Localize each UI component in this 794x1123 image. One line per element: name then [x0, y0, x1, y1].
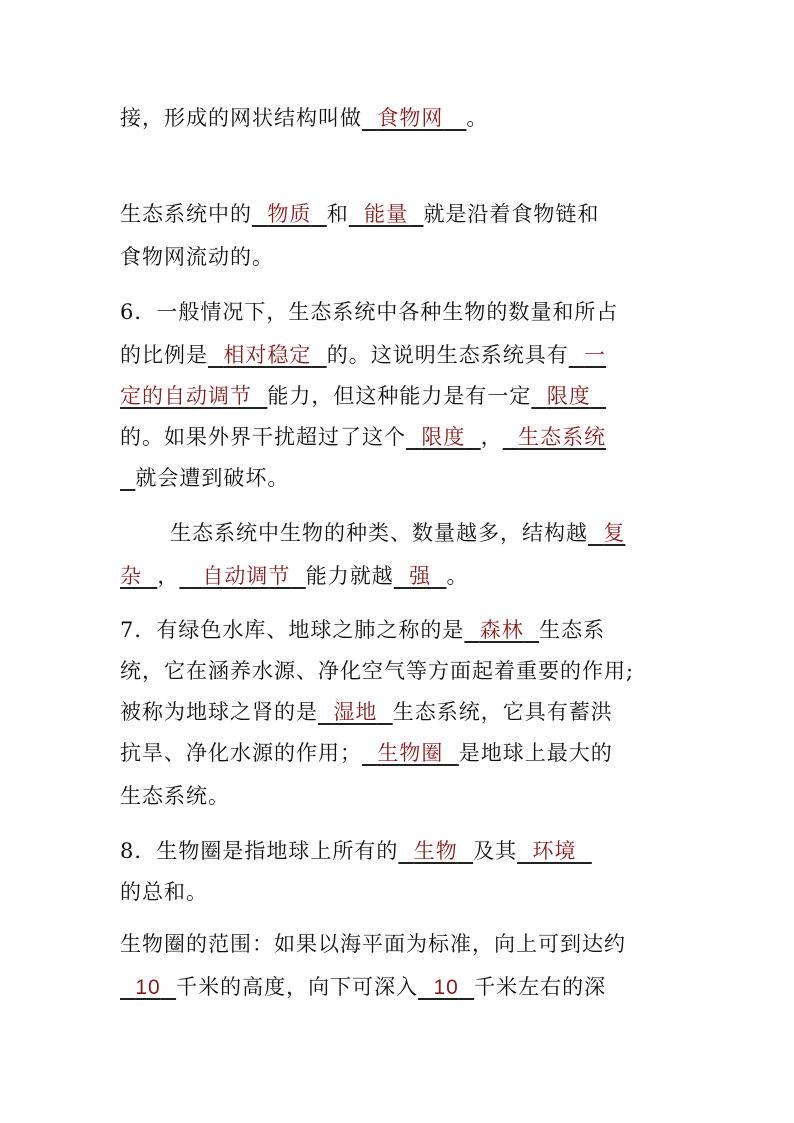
q7-line-4 [120, 738, 613, 768]
text: 接，形成的网状结构叫做 [120, 106, 362, 130]
q7-line-5 [120, 781, 230, 811]
answer-down-km: 10 [433, 976, 459, 999]
q7-line-1 [120, 615, 605, 645]
range-line-1 [120, 929, 626, 959]
text: 6．一般情况下，生态系统中各种生物的数量和所占 [120, 300, 619, 324]
text: 生态系统，它具有蓄洪 [392, 700, 613, 724]
q6-para2-line-2 [120, 561, 468, 591]
text: 千米的高度，向下可深入 [176, 975, 419, 999]
q6-line-1 [120, 297, 618, 327]
text: 抗旱、净化水源的作用； [120, 741, 362, 765]
text: 。 [446, 564, 469, 588]
answer-limit-1: 限度 [546, 384, 591, 408]
text: 及其 [473, 839, 518, 863]
text: 8．生物圈是指地球上所有的 [120, 839, 399, 863]
q8-line-1 [120, 836, 592, 866]
text: 和 [326, 202, 349, 226]
flow-line-1 [120, 199, 599, 229]
text: 的总和。 [120, 880, 208, 904]
text: 统，它在涵养水源、净化空气等方面起着重要的作用; [120, 659, 635, 683]
text: 就是沿着食物链和 [423, 202, 600, 226]
answer-forest: 森林 [479, 618, 524, 642]
text: 生态系统。 [120, 784, 230, 808]
flow-line-2 [120, 242, 274, 272]
q6-line-3 [120, 381, 606, 411]
q6-para2-line-1 [170, 518, 625, 548]
answer-wetland: 湿地 [333, 700, 378, 724]
text: 的。这说明生态系统具有 [326, 343, 569, 367]
q6-line-4 [120, 422, 606, 452]
answer-stable: 相对稳定 [223, 343, 312, 367]
answer-selfreg-start: 一 [584, 343, 607, 367]
text: 生物圈的范围：如果以海平面为标准，向上可到达约 [120, 932, 626, 956]
text: 生态系统中的 [120, 202, 252, 226]
answer-up-km: 10 [135, 976, 161, 999]
text: 就会遭到破坏。 [135, 466, 290, 490]
text: 千米左右的深 [474, 975, 607, 999]
text: 的比例是 [120, 343, 208, 367]
answer-biosphere: 生物圈 [377, 741, 444, 765]
answer-organisms: 生物 [413, 839, 458, 863]
q6-line-5 [120, 463, 289, 493]
answer-energy: 能量 [364, 202, 409, 226]
text: 是地球上最大的 [458, 741, 613, 765]
text: 7．有绿色水库、地球之肺之称的是 [120, 618, 465, 642]
answer-autoreg: 自动调节 [202, 564, 291, 588]
text: ， [157, 564, 180, 588]
answer-matter: 物质 [267, 202, 312, 226]
text: 生态系统中生物的种类、数量越多，结构越 [170, 521, 588, 545]
answer-ecosystem: 生态系统 [518, 425, 607, 449]
q8-line-2 [120, 877, 208, 907]
text: 。 [466, 106, 489, 130]
range-line-2 [120, 972, 606, 1003]
text: ， [480, 425, 503, 449]
answer-complex-start: 复 [603, 521, 626, 545]
text: 食物网流动的。 [120, 245, 274, 269]
q6-line-2 [120, 340, 606, 370]
q5-line-foodweb [120, 103, 488, 133]
q7-line-3 [120, 697, 613, 727]
answer-foodweb: 食物网 [377, 106, 444, 130]
text: 生态系 [539, 618, 606, 642]
q7-line-2 [120, 656, 634, 686]
answer-strong: 强 [409, 564, 432, 588]
text: 能力就越 [305, 564, 394, 588]
answer-limit-2: 限度 [421, 425, 466, 449]
text: 能力，但这种能力是有一定 [267, 384, 532, 408]
answer-complex-end: 杂 [120, 564, 142, 588]
answer-selfreg-end: 定的自动调节 [120, 384, 252, 408]
answer-environment: 环境 [532, 839, 577, 863]
text: 被称为地球之肾的是 [120, 700, 318, 724]
text: 的。如果外界干扰超过了这个 [120, 425, 406, 449]
